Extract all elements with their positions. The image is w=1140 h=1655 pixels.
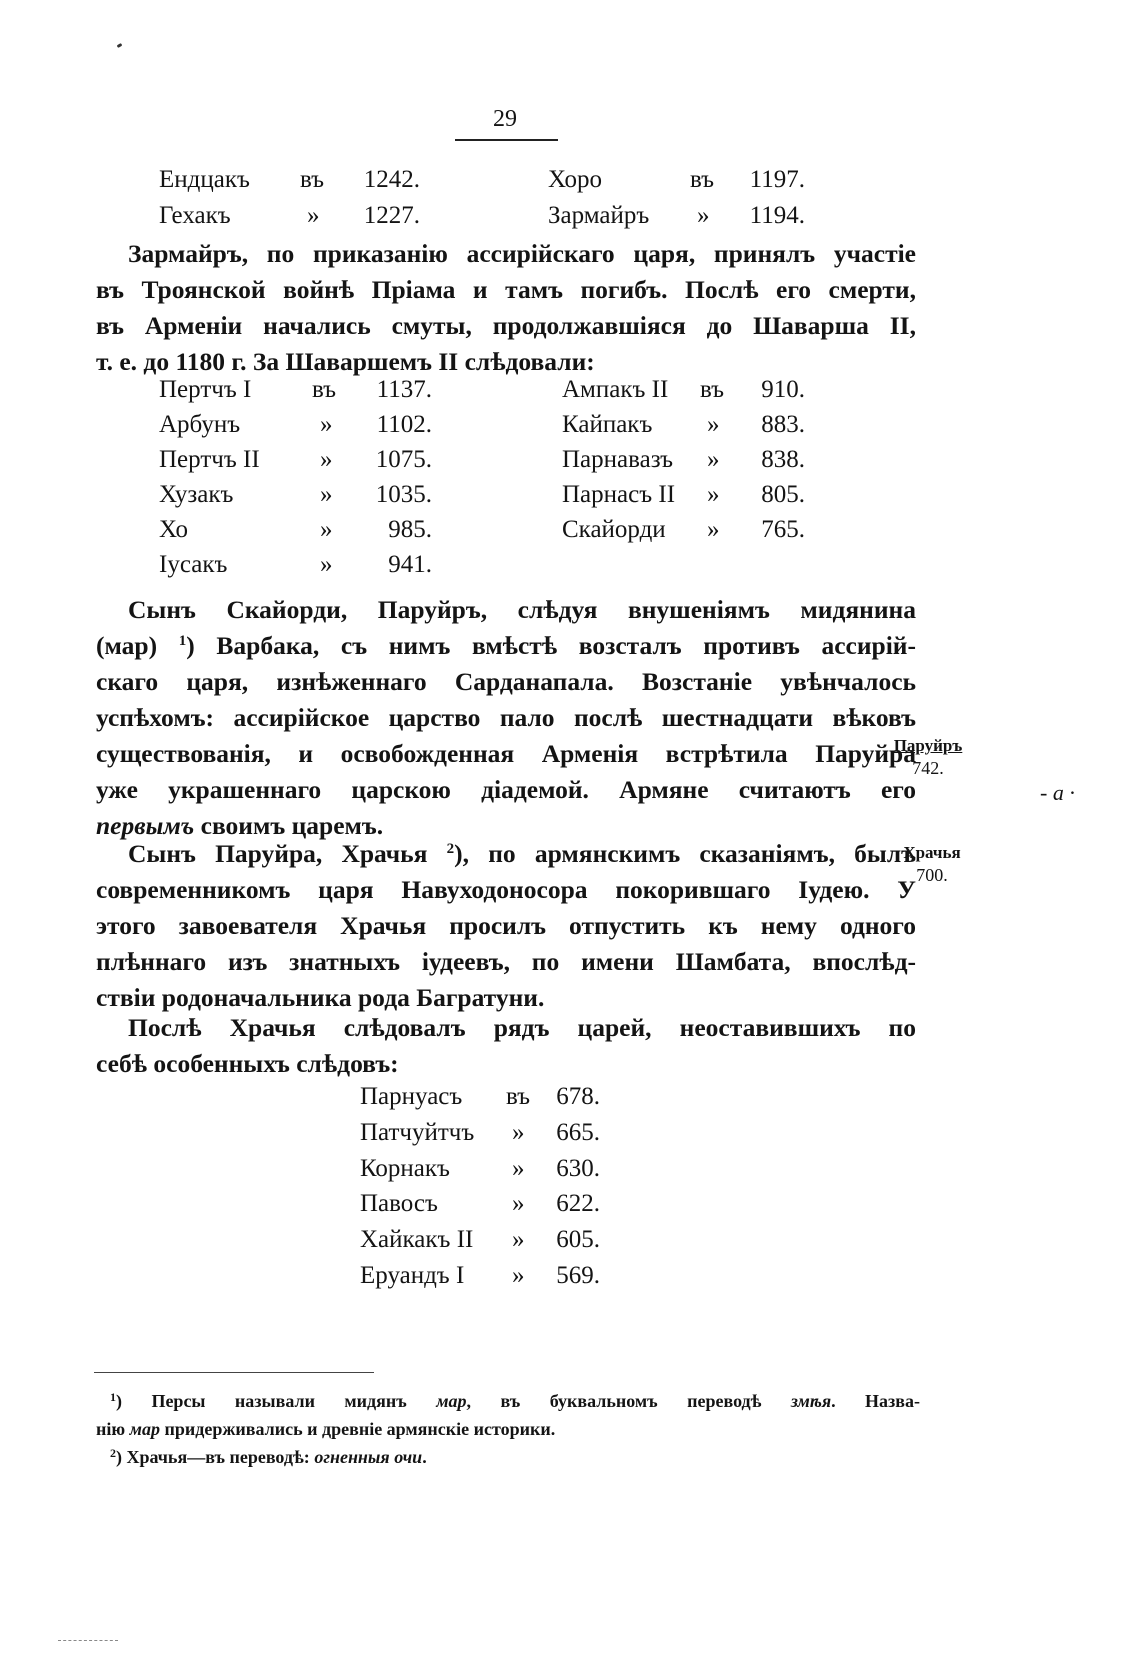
handwritten-margin-mark: - а · <box>1040 780 1075 805</box>
table-row <box>0 202 1140 234</box>
text-line: Послѣ Храчья слѣдовалъ рядъ царей, неоставившихъ по <box>128 1013 916 1042</box>
margin-note-year: 700. <box>916 865 948 885</box>
preposition: » <box>707 481 720 508</box>
preposition: » <box>320 411 333 438</box>
footnote-ref-1[interactable]: 1 <box>178 633 187 649</box>
king-name: Парнуасъ <box>360 1083 463 1110</box>
reign-year: 1035. <box>375 481 432 508</box>
preposition: въ <box>690 166 715 193</box>
king-name: Кайпакъ <box>562 411 653 438</box>
text-line: современникомъ царя Навуходоносора покорившаго Іудею. У <box>96 875 916 904</box>
preposition: » <box>697 202 710 229</box>
text-line <box>96 628 916 664</box>
margin-note-year: 742. <box>912 758 944 778</box>
preposition: » <box>320 516 333 543</box>
text-span: Сынъ Паруйра, Храчья <box>128 839 447 868</box>
text-span: ) Персы называли мидянъ <box>116 1391 437 1411</box>
paragraph-4 <box>96 1010 916 1082</box>
reign-year: 1194. <box>749 202 805 229</box>
preposition: » <box>320 551 333 578</box>
text-line: себѣ особенныхъ слѣдовъ: <box>96 1049 399 1078</box>
king-name: Гехакъ <box>159 202 231 229</box>
king-name: Ампакъ II <box>562 376 669 403</box>
footnote-rule <box>94 1372 374 1373</box>
preposition: » <box>512 1262 525 1289</box>
text-line: успѣхомъ: ассирійское царство пало послѣ шестнадцати вѣковъ <box>96 703 916 732</box>
table-row <box>0 1155 1140 1187</box>
reign-year: 910. <box>761 376 805 403</box>
text-line: плѣннаго изъ знатныхъ іудеевъ, по имени Шамбата, впослѣд- <box>96 947 916 976</box>
text-span: , въ буквальномъ переводѣ <box>466 1391 791 1411</box>
king-name: Іусакъ <box>159 551 228 578</box>
reign-year: 1227. <box>363 202 420 229</box>
footnote-mark: 2 <box>110 1446 116 1460</box>
table-row <box>0 166 1140 198</box>
emphasis: змѣя <box>790 1391 832 1411</box>
reign-year: 985. <box>388 516 432 543</box>
table-row <box>0 411 1140 443</box>
preposition: » <box>707 411 720 438</box>
reign-year: 1075. <box>375 446 432 473</box>
table-row <box>0 1226 1140 1258</box>
text-span: ) Варбака, съ нимъ вмѣстѣ возсталъ противъ ассирій- <box>186 631 916 660</box>
reign-year: 569. <box>556 1262 600 1289</box>
text-line: Зармайръ, по приказанію ассирійскаго царя, принялъ участіе <box>128 239 916 268</box>
preposition: въ <box>700 376 725 403</box>
preposition: въ <box>300 166 325 193</box>
king-name: Павосъ <box>360 1190 438 1217</box>
preposition: » <box>512 1226 525 1253</box>
table-row <box>0 1262 1140 1294</box>
king-name: Зармайръ <box>548 202 650 229</box>
king-name: Хо <box>159 516 188 543</box>
preposition: » <box>320 446 333 473</box>
table-row <box>0 1083 1140 1115</box>
text-line: скаго царя, изнѣженнаго Сарданапала. Возстаніе увѣнчалось <box>96 667 916 696</box>
emphasis: мар <box>129 1419 160 1439</box>
king-name: Патчуйтчъ <box>360 1119 475 1146</box>
text-span: . Назва- <box>831 1391 921 1411</box>
footnote-mark: 1 <box>110 1390 116 1404</box>
reign-year: 1137. <box>376 376 432 403</box>
text-span: своимъ царемъ. <box>194 811 384 840</box>
footnote-2-line <box>110 1443 920 1471</box>
king-name: Корнакъ <box>360 1155 450 1182</box>
text-span: . <box>422 1447 427 1467</box>
preposition: » <box>512 1190 525 1217</box>
margin-note-paruyr <box>888 735 968 779</box>
text-line: этого завоевателя Храчья просилъ отпустить къ нему одного <box>96 911 916 940</box>
text-line: т. е. до 1180 г. За Шаваршемъ II слѣдовали: <box>96 347 595 376</box>
reign-year: 883. <box>761 411 805 438</box>
footnote-1-line <box>96 1415 920 1443</box>
text-line: существованія, и освобожденная Арменія встрѣтила Паруйра <box>96 739 916 768</box>
preposition: » <box>707 446 720 473</box>
king-name: Скайорди <box>562 516 666 543</box>
king-name: Хузакъ <box>159 481 234 508</box>
preposition: » <box>512 1155 525 1182</box>
text-span: ), по армянскимъ сказаніямъ, былъ <box>454 839 916 868</box>
table-row <box>0 1119 1140 1151</box>
king-name: Хоро <box>548 166 602 193</box>
reign-year: 1242. <box>363 166 420 193</box>
table-row <box>0 1190 1140 1222</box>
text-line: ствіи родоначальника рода Багратуни. <box>96 983 545 1012</box>
table-row <box>0 376 1140 408</box>
preposition: въ <box>312 376 337 403</box>
reign-year: 805. <box>761 481 805 508</box>
reign-year: 838. <box>761 446 805 473</box>
margin-note-hrachya <box>892 842 972 886</box>
reign-year: 678. <box>556 1083 600 1110</box>
text-line <box>96 836 916 872</box>
footnotes <box>96 1387 921 1471</box>
emphasis: мар <box>436 1391 467 1411</box>
footnote-ref-2[interactable]: 2 <box>446 841 455 857</box>
reign-year: 665. <box>556 1119 600 1146</box>
page-number-rule <box>455 139 558 141</box>
margin-note-name: Храчья <box>903 843 961 862</box>
text-span: нію <box>96 1419 130 1439</box>
text-span: (мар) <box>96 631 179 660</box>
footnote-1-line <box>110 1387 920 1415</box>
reign-year: 605. <box>556 1226 600 1253</box>
text-line: въ Троянской войнѣ Пріама и тамъ погибъ. Послѣ его смерти, <box>96 275 916 304</box>
reign-year: 622. <box>556 1190 600 1217</box>
king-name: Хайкакъ II <box>360 1226 474 1253</box>
emphasis: огненныя очи <box>314 1447 423 1467</box>
text-line: въ Арменіи начались смуты, продолжавшіяся до Шаварша II, <box>96 311 916 340</box>
reign-year: 765. <box>761 516 805 543</box>
page-number: 29 <box>493 106 517 132</box>
reign-year: 1197. <box>749 166 805 193</box>
table-row <box>0 481 1140 513</box>
paragraph-3 <box>96 836 916 1016</box>
table-row <box>0 516 1140 548</box>
king-name: Ендцакъ <box>159 166 250 193</box>
ink-speck <box>117 43 123 48</box>
preposition: » <box>307 202 320 229</box>
reign-year: 1102. <box>376 411 432 438</box>
paragraph-1 <box>96 236 916 380</box>
margin-note-name: Паруйръ <box>893 736 963 755</box>
text-span: ) Храчья—въ переводѣ: <box>116 1447 315 1467</box>
preposition: » <box>320 481 333 508</box>
text-span: придерживались и древніе армянскіе историки. <box>159 1419 556 1439</box>
king-name: Пертчъ II <box>159 446 260 473</box>
king-name: Еруандъ I <box>360 1262 465 1289</box>
table-row <box>0 551 1140 583</box>
reign-year: 941. <box>388 551 432 578</box>
table-row <box>0 446 1140 478</box>
paragraph-2 <box>96 592 916 844</box>
emphasis: первымъ <box>96 811 195 840</box>
king-name: Парнасъ II <box>562 481 676 508</box>
king-name: Арбунъ <box>159 411 241 438</box>
scan-artifact <box>58 1640 118 1642</box>
king-name: Пертчъ I <box>159 376 252 403</box>
king-name: Парнавазъ <box>562 446 674 473</box>
text-line: Сынъ Скайорди, Паруйръ, слѣдуя внушеніямъ мидянина <box>128 595 916 624</box>
preposition: » <box>707 516 720 543</box>
text-line: уже украшеннаго царскою діадемой. Армяне считаютъ его <box>96 775 916 804</box>
reign-year: 630. <box>556 1155 600 1182</box>
preposition: » <box>512 1119 525 1146</box>
preposition: въ <box>506 1083 531 1110</box>
